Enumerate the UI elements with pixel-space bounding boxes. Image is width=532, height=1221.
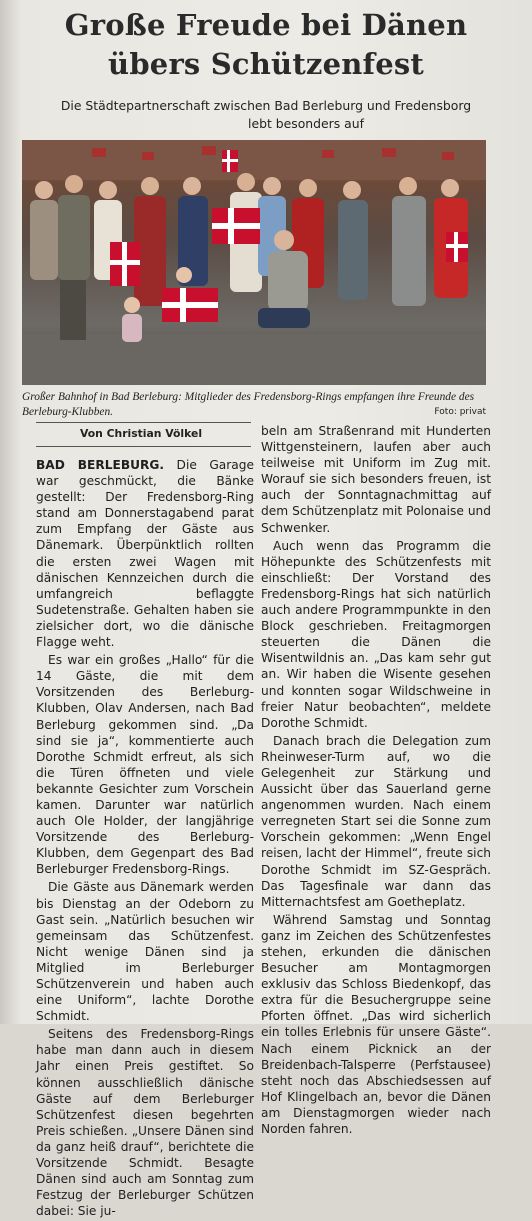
headline-line-2: übers Schützenfest	[108, 47, 424, 81]
paragraph: beln am Straßenrand mit Hunderten Wittgensteinern, laufen aber auch teilweise mit Uniform im Zug mit. Worauf sie sich besonders freuen, ist auch der Sonntagnachmittag auf dem Schützenplatz mit Polonaise und Schwenker.	[261, 424, 491, 535]
subheadline	[20, 97, 512, 133]
author-rule-bottom	[36, 446, 251, 447]
dateline: BAD BERLEBURG.	[36, 458, 165, 472]
photo-caption	[22, 390, 486, 420]
subheadline-line-1: Die Städtepartnerschaft zwischen Bad Berleburg und Fredensborg	[60, 98, 472, 113]
paragraph: Seitens des Fredensborg-Rings habe man dann auch in diesem Jahr einen Preis gestiftet. So können ausschließlich dänische Gäste auf dem Berleburger Schützenfest diesen begehrten Preis schießen. „Unsere Dänen sind da ganz heiß drauf“, berichtete die Vorsitzende Schmidt. Besagte Dänen sind auch am Sonntag zum Festzug der Berleburger Schützen dabei: Sie ju-	[36, 1027, 254, 1219]
author-rule-top	[36, 422, 251, 423]
paragraph	[36, 457, 254, 650]
danish-flag-2	[162, 288, 218, 322]
group-photo	[22, 140, 486, 385]
group-photo-illustration	[22, 140, 486, 385]
article-column-1	[36, 457, 254, 1221]
paragraph-text: Die Garage war geschmückt, die Bänke gestellt: Der Fredensborg-Ring stand am Donnerstagabend parat zum Empfang der Gäste aus Dänemark. Überpünktlich rollten die ersten zwei Wagen mit dänischen Kennzeichen durch die umfangreich beflaggte Sudetenstraße. Gehalten haben sie zielsicher dort, wo die dänische Flagge weht.	[36, 458, 254, 650]
paragraph: Es war ein großes „Hallo“ für die 14 Gäste, die mit dem Vorsitzenden des Berleburg-Klubben, Olav Andersen, nach Bad Berleburg gekommen sind. „Da sind sie ja“, kommentierte auch Dorothe Schmidt erfreut, als sich die Türen öffneten und viele bekannte Gesichter zum Vorschein kamen. Darunter war natürlich auch Ole Holder, der langjährige Vorsitzende des Berleburg-Klubben, dem Gegenpart des Bad Berleburger Fredensborg-Rings.	[36, 653, 254, 877]
danish-flag-4	[222, 150, 238, 172]
paragraph: Auch wenn das Programm die Höhepunkte des Schützenfests mit einschließt: Der Vorstand des Fredensborg-Rings hat sich natürlich auch andere Programmpunkte in den Block geschrieben. Freitagmorgen steuerten die Dänen die Wisentwildnis an. „Das kam sehr gut an. Wir haben die Wisente gesehen und konnten sogar Wildschweine in freier Natur beobachten“, meldete Dorothe Schmidt.	[261, 538, 491, 730]
photo-credit: Foto: privat	[434, 407, 486, 417]
article-column-2	[261, 423, 491, 1139]
caption-text: Großer Bahnhof in Bad Berleburg: Mitglieder des Fredensborg-Rings empfangen ihre Freunde des Berleburg-Klubben.	[22, 391, 475, 418]
subheadline-line-2: lebt besonders auf	[248, 116, 364, 131]
paragraph: Während Samstag und Sonntag ganz im Zeichen des Schützenfestes stehen, erkunden die dänischen Besucher am Montagmorgen exklusiv das Schloss Biedenkopf, das extra für die Besuchergruppe seine Pforten öffnet. „Das wird sicherlich ein tolles Erlebnis für unsere Gäste“. Nach einem Picknick an der Breidenbach-Talsperre (Perfstausee) steht noch das Abschiedsessen auf Hof Klingelbach an, bevor die Dänen am Dienstagmorgen wieder nach Norden fahren.	[261, 912, 491, 1137]
paragraph: Danach brach die Delegation zum Rheinweser-Turm auf, wo die Gelegenheit zur Stärkung und Aussicht über das Sauerland gerne angenommen wurden. Nach einem verregneten Start sei die Sonne zum Vorschein gekommen: „Wenn Engel reisen, lacht der Himmel“, freute sich Dorothe Schmidt im SZ-Gespräch. Das Tagesfinale war dann das Mitternachtsfest am Goetheplatz.	[261, 733, 491, 909]
danish-flag-1	[110, 242, 140, 286]
paragraph: Die Gäste aus Dänemark werden bis Dienstag an der Odeborn zu Gast sein. „Natürlich besuchen wir gemeinsam das Schützenfest. Nicht wenige Dänen sind ja Mitglied im Berleburger Schützenverein und haben auch eine Uniform“, lachte Dorothe Schmidt.	[36, 880, 254, 1024]
danish-flag-5	[446, 232, 468, 262]
headline	[30, 6, 502, 84]
danish-flag-3	[212, 208, 260, 244]
author-byline: Von Christian Völkel	[79, 427, 203, 440]
headline-line-1: Große Freude bei Dänen	[64, 8, 468, 42]
